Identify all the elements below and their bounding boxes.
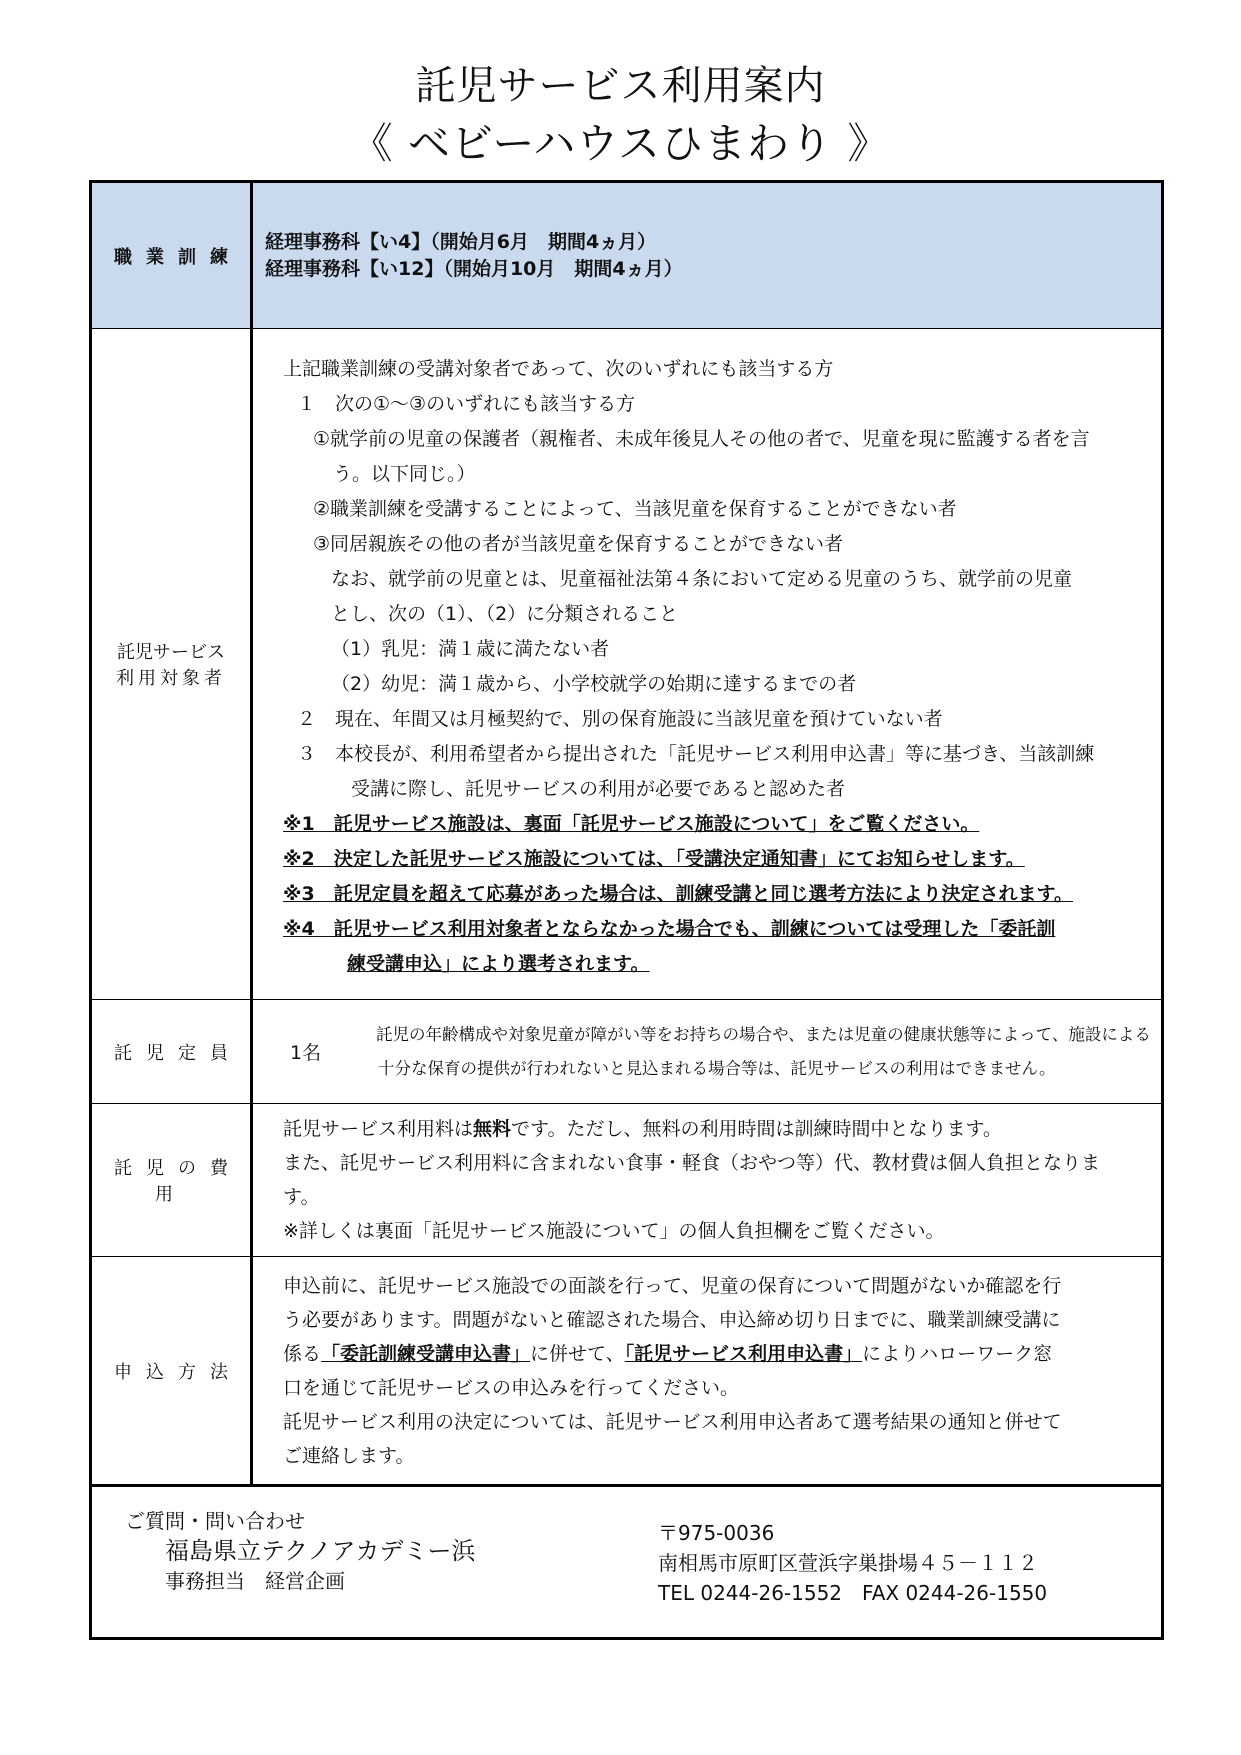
training-application-doc: 「委託訓練受講申込書」 — [321, 1342, 531, 1365]
course-item: 経理事務科【い4】（開始月6月 期間4ヵ月） — [265, 230, 657, 253]
training-courses — [252, 182, 1163, 329]
childcare-application-doc: 「託児サービス利用申込書」 — [624, 1342, 863, 1365]
eligible-note-cont: とし、次の（1）、（2）に分類されること — [331, 603, 679, 625]
contact-department: 事務担当 経営企画 — [165, 1569, 345, 1593]
free-emphasis: 無料 — [473, 1118, 512, 1140]
capacity-value: 1名 — [290, 1042, 322, 1064]
eligible-item: ２ 現在、年間又は月極契約で、別の保育施設に当該児童を預けていない者 — [297, 708, 943, 730]
contact-organization: 福島県立テクノアカデミー浜 — [165, 1537, 476, 1565]
page-subtitle: 《 ベビーハウスひまわり 》 — [350, 119, 891, 168]
page-title: 託児サービス利用案内 — [415, 63, 826, 109]
eligible-subitem: ③同居親族その他の者が当該児童を保育することができない者 — [313, 533, 844, 555]
apply-line: 口を通じて託児サービスの申込みを行ってください。 — [283, 1376, 740, 1399]
apply-content — [252, 1257, 1163, 1486]
eligible-item: ３ 本校長が、利用希望者から提出された「託児サービス利用申込書」等に基づき、当該訓練 — [297, 743, 1095, 765]
apply-line: 係る「委託訓練受講申込書」に併せて、「託児サービス利用申込書」によりハローワーク窓 — [283, 1342, 1053, 1365]
eligible-intro: 上記職業訓練の受講対象者であって、次のいずれにも該当する方 — [283, 358, 834, 380]
contact-heading: ご質問・問い合わせ — [125, 1509, 305, 1533]
eligible-remark: ※3 託児定員を超えて応募があった場合は、訓練受講と同じ選考方法により決定されます。 — [283, 883, 1073, 905]
capacity-label: 託児定員 — [91, 1000, 252, 1104]
eligible-remark: ※4 託児サービス利用対象者とならなかった場合でも、訓練については受理した「委託訓 — [283, 918, 1056, 940]
eligible-remark-cont: 練受講申込」により選考されます。 — [347, 953, 650, 975]
eligible-category: （2）幼児：満１歳から、小学校就学の始期に達するまでの者 — [331, 673, 857, 695]
eligible-row — [91, 329, 1163, 1000]
postal-code: 〒975-0036 — [658, 1521, 775, 1545]
fee-row — [91, 1104, 1163, 1257]
contact-row — [91, 1486, 1163, 1639]
apply-line: う必要があります。問題がないと確認された場合、申込締め切り日までに、職業訓練受講に — [283, 1308, 1061, 1331]
apply-label: 申込方法 — [91, 1257, 252, 1486]
eligible-remark: ※1 託児サービス施設は、裏面「託児サービス施設について」をご覧ください。 — [283, 813, 980, 835]
eligible-content — [252, 329, 1163, 1000]
eligible-subitem: ①就学前の児童の保護者（親権者、未成年後見人その他の者で、児童を現に監護する者を言 — [313, 428, 1090, 450]
apply-line: 申込前に、託児サービス施設での面談を行って、児童の保育について問題がないか確認を行 — [283, 1274, 1062, 1297]
eligible-subitem-cont: う。以下同じ。） — [333, 463, 476, 485]
eligible-item-cont: 受講に際し、託児サービスの利用が必要であると認めた者 — [351, 778, 846, 800]
training-row — [91, 182, 1163, 329]
eligible-note: なお、就学前の児童とは、児童福祉法第４条において定める児童のうち、就学前の児童 — [331, 568, 1073, 590]
eligible-subitem: ②職業訓練を受講することによって、当該児童を保育することができない者 — [313, 498, 957, 520]
eligible-remark: ※2 決定した託児サービス施設については、「受講決定通知書」にてお知らせします。 — [283, 848, 1025, 870]
contact-right — [658, 1518, 1047, 1608]
info-table — [89, 180, 1164, 1640]
training-label: 職業訓練 — [91, 182, 252, 329]
apply-row — [91, 1257, 1163, 1486]
contact-cell — [91, 1486, 1163, 1639]
apply-line: ご連絡します。 — [283, 1444, 415, 1467]
capacity-row — [91, 1000, 1163, 1104]
eligible-category: （1）乳児：満１歳に満たない者 — [331, 638, 610, 660]
eligible-label: 託児サービス 利用対象者 — [91, 329, 252, 1000]
capacity-content — [252, 1000, 1163, 1104]
fee-content — [252, 1104, 1163, 1257]
phone-fax: TEL 0244-26-1552 FAX 0244-26-1550 — [658, 1581, 1048, 1605]
fee-line: す。 — [283, 1186, 320, 1208]
contact-left — [125, 1506, 475, 1596]
apply-line: 託児サービス利用の決定については、託児サービス利用申込者あて選考結果の通知と併せて — [283, 1410, 1062, 1433]
fee-line: 託児サービス利用料は無料です。ただし、無料の利用時間は訓練時間中となります。 — [283, 1118, 1002, 1140]
eligible-item: １ 次の①～③のいずれにも該当する方 — [297, 393, 636, 415]
capacity-description: 託児の年齢構成や対象児童が障がい等をお持ちの場合や、または児童の健康状態等によって、施設による 十分な保育の提供が行われないと見込まれる場合等は、託児サービスの利用はできません。 — [376, 1024, 1151, 1078]
address: 南相馬市原町区萱浜字巣掛場４５－１１２ — [658, 1551, 1038, 1575]
course-item: 経理事務科【い12】（開始月10月 期間4ヵ月） — [265, 257, 683, 280]
fee-line: また、託児サービス利用料に含まれない食事・軽食（おやつ等）代、教材費は個人負担となりま — [283, 1152, 1101, 1174]
fee-line: ※詳しくは裏面「託児サービス施設について」の個人負担欄をご覧ください。 — [283, 1220, 945, 1242]
fee-label: 託児の費用 — [91, 1104, 252, 1257]
